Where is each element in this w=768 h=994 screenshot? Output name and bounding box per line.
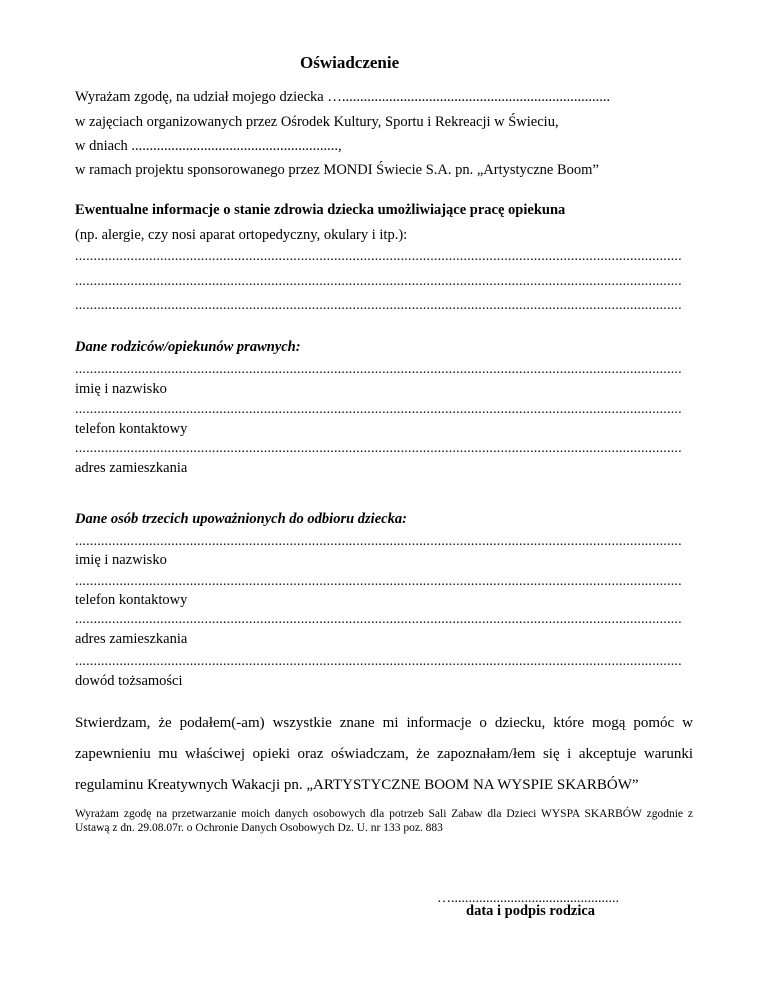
health-input-line-1[interactable]: .................................................................................................................................................................... [75,250,682,264]
health-subheading: (np. alergie, czy nosi aparat ortopedyczny, okulary i itp.): [75,227,408,243]
parent-name-field[interactable]: .................................................................................................................................................................... [75,363,682,377]
third-name-label: imię i nazwisko [75,552,167,568]
intro-line-organizer: w zajęciach organizowanych przez Ośrodek Kultury, Sportu i Rekreacji w Świeciu, [75,114,559,130]
third-address-field[interactable]: .................................................................................................................................................................... [75,613,682,627]
third-id-field[interactable]: .................................................................................................................................................................... [75,655,682,669]
signature-label: data i podpis rodzica [466,903,596,919]
third-phone-label: telefon kontaktowy [75,592,188,608]
health-heading: Ewentualne informacje o stanie zdrowia dziecka umożliwiające pracę opiekuna [75,202,566,218]
parent-phone-field[interactable]: .................................................................................................................................................................... [75,403,682,417]
document-title: Oświadczenie [300,53,400,72]
parent-address-label: adres zamieszkania [75,460,188,476]
data-consent-paragraph: Wyrażam zgodę na przetwarzanie moich danych osobowych dla potrzeb Sali Zabaw dla Dzieci WYSPA SKARBÓW zgodnie z Ustawą z dn. 29.08.07r. o Ochronie Danych Osobowych Dz. U. nr 133 poz. 883 [75,808,693,834]
third-id-label: dowód tożsamości [75,673,183,689]
third-name-field[interactable]: .................................................................................................................................................................... [75,535,682,549]
third-parties-heading: Dane osób trzecich upoważnionych do odbioru dziecka: [75,511,407,527]
intro-line-dates: w dniach ........................................................., [75,138,342,154]
signature-field[interactable]: …................................................ [437,891,619,906]
third-address-label: adres zamieszkania [75,631,188,647]
health-input-line-2[interactable]: .................................................................................................................................................................... [75,275,682,289]
parent-phone-label: telefon kontaktowy [75,421,188,437]
intro-line-sponsor: w ramach projektu sponsorowanego przez MONDI Świecie S.A. pn. „Artystyczne Boom” [75,162,599,178]
statement-paragraph: Stwierdzam, że podałem(-am) wszystkie znane mi informacje o dziecku, które mogą pomóc w zapewnieniu mu właściwej opieki oraz oświadczam, że zapoznałam/łem się i akceptuje warunki regulaminu Kreatywnych Wakacji pn. „ARTYSTYCZNE BOOM NA WYSPIE SKARBÓW” [75,715,693,793]
parents-heading: Dane rodziców/opiekunów prawnych: [75,339,301,355]
health-input-line-3[interactable]: .................................................................................................................................................................... [75,299,682,313]
third-phone-field[interactable]: .................................................................................................................................................................... [75,575,682,589]
intro-line-child-consent: Wyrażam zgodę, na udział mojego dziecka ….......................................................................... [75,89,611,105]
parent-name-label: imię i nazwisko [75,381,167,397]
parent-address-field[interactable]: .................................................................................................................................................................... [75,442,682,456]
